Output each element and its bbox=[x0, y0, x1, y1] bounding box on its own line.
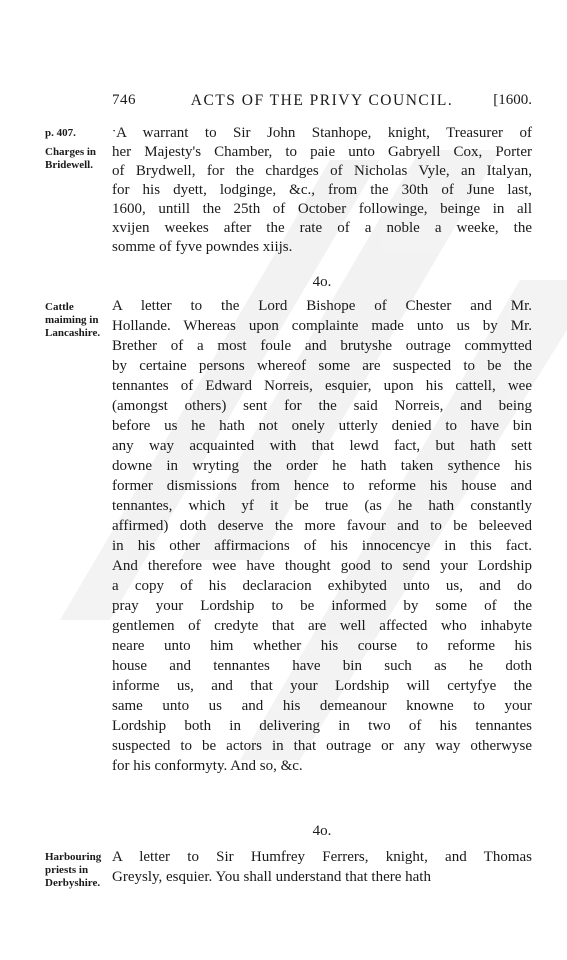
marginal-note-line: Bridewell. bbox=[45, 159, 93, 171]
marginal-note-cattle bbox=[45, 301, 113, 340]
running-title: ACTS OF THE PRIVY COUNCIL. bbox=[190, 92, 454, 109]
text-line: A letter to Sir Humfrey Ferrers, knight, and Thomas bbox=[112, 849, 532, 865]
text-line: for his dyett, lodginge, &c., from the 30th of June last, bbox=[112, 182, 532, 198]
section-mark: 4o. bbox=[312, 274, 332, 290]
text-line: any way acquainted with that lewd fact, but hath sett bbox=[112, 438, 532, 454]
marginal-note-line: priests in bbox=[45, 864, 89, 876]
text-line: ˑA warrant to Sir John Stanhope, knight, Treasurer of bbox=[112, 125, 532, 141]
marginal-note-line: Derbyshire. bbox=[45, 877, 101, 889]
text-line: somme of fyve powndes xiijs. bbox=[112, 239, 293, 255]
text-line: downe in wryting the order he hath taken sythence his bbox=[112, 458, 532, 474]
text-line: tennantes, which yf it be true (as he hath constantly bbox=[112, 498, 532, 514]
text-line: of Brydwell, for the chardges of Nicholas Vyle, an Italyan, bbox=[112, 163, 532, 179]
page-number: 746 bbox=[112, 92, 136, 108]
marginal-note-line: Cattle bbox=[45, 301, 74, 313]
header-year: [1600. bbox=[493, 92, 532, 108]
text-line: Lordship both in delivering in two of his tennantes bbox=[112, 718, 532, 734]
text-line: Brether of a most foule and brutyshe outrage commytted bbox=[112, 338, 532, 354]
text-line: same unto us and his demeanour knowne to your bbox=[112, 698, 532, 714]
text-line: by certaine persons whereof some are suspected to be the bbox=[112, 358, 532, 374]
text-line: neare unto him whether his course to reforme his bbox=[112, 638, 532, 654]
text-line: Greysly, esquier. You shall understand that there hath bbox=[112, 869, 431, 885]
text-line: xvijen weekes after the rate of a noble a weeke, the bbox=[112, 220, 532, 236]
text-line: tennantes of Edward Norreis, esquier, upon his cattell, wee bbox=[112, 378, 532, 394]
text-line: for his conformyty. And so, &c. bbox=[112, 758, 303, 774]
marginal-note-line: Lancashire. bbox=[45, 327, 101, 339]
marginal-note-line: Harbouring bbox=[45, 851, 102, 863]
text-line: affirmed) doth deserve the more favour and to be beleeved bbox=[112, 518, 532, 534]
text-line: Hollande. Whereas upon complainte made unto us by Mr. bbox=[112, 318, 532, 334]
text-line: pray your Lordship to be informed by some of the bbox=[112, 598, 532, 614]
marginal-note-charges bbox=[45, 146, 113, 172]
text-line: informe us, and that your Lordship will certyfye the bbox=[112, 678, 532, 694]
marginal-note-harbouring bbox=[45, 851, 113, 890]
text-line: 1600, untill the 25th of October followinge, beinge in all bbox=[112, 201, 532, 217]
section-mark: 4o. bbox=[312, 823, 332, 839]
text-line: before us he hath not onely utterly denied to have bin bbox=[112, 418, 532, 434]
text-line: a copy of his declaracion exhibyted unto us, and do bbox=[112, 578, 532, 594]
text-line: And therefore wee have thought good to send your Lordship bbox=[112, 558, 532, 574]
text-line: suspected to be actors in that outrage or any way otherwyse bbox=[112, 738, 532, 754]
text-line: A letter to the Lord Bishope of Chester and Mr. bbox=[112, 298, 532, 314]
text-line: former dismissions from hence to reforme his house and bbox=[112, 478, 532, 494]
text-line: (amongst others) sent for the said Norreis, and being bbox=[112, 398, 532, 414]
page-header bbox=[112, 92, 532, 116]
marginal-note-line: maiming in bbox=[45, 314, 99, 326]
text-line: house and tennantes have bin such as he doth bbox=[112, 658, 532, 674]
text-line: her Majesty's Chamber, to paie unto Gabryell Cox, Porter bbox=[112, 144, 532, 160]
folio-reference: p. 407. bbox=[45, 127, 76, 139]
marginal-note-line: Charges in bbox=[45, 146, 97, 158]
text-line: in his other affirmacions of his innocencye in this fact. bbox=[112, 538, 532, 554]
text-line: gentlemen of credyte that are well affected who inhabyte bbox=[112, 618, 532, 634]
